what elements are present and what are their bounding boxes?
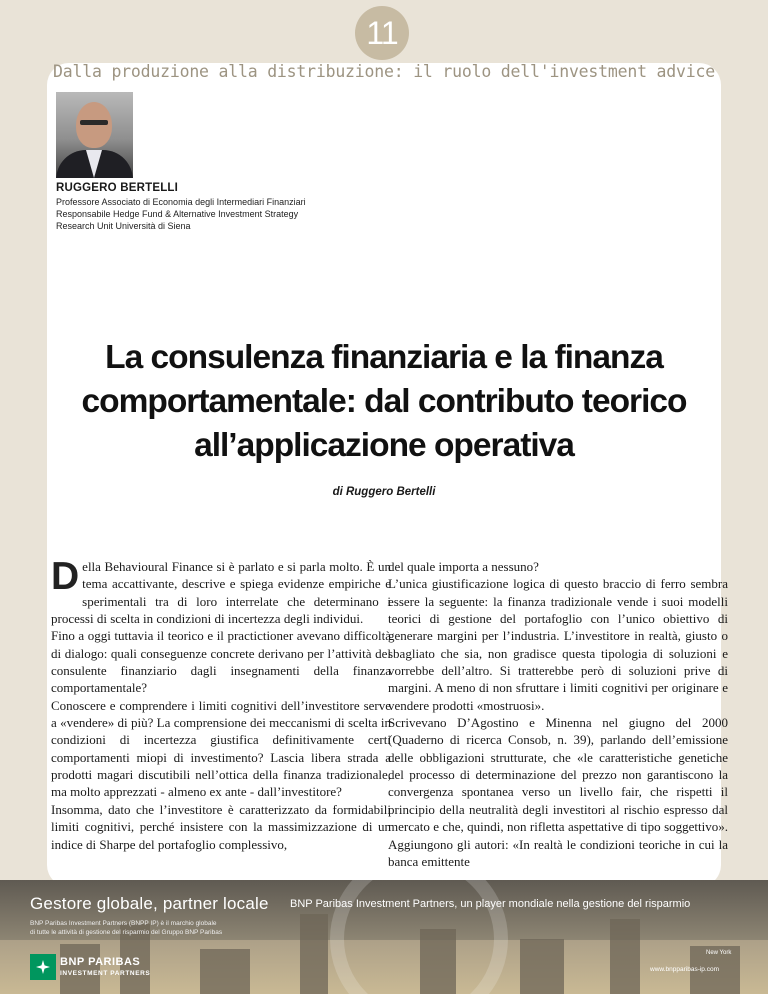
article-byline: di Ruggero Bertelli (332, 486, 436, 498)
author-photo (56, 92, 133, 178)
banner-note-1: BNP Paribas Investment Partners (BNPP IP) è il marchio globale (30, 920, 217, 927)
author-affiliation-1: Professore Associato di Economia degli Intermediari Finanziari (56, 197, 306, 207)
banner-slogan: Gestore globale, partner locale (30, 894, 269, 913)
author-affiliation-2: Responsabile Hedge Fund & Alternative Investment Strategy (56, 209, 299, 219)
banner-url-link[interactable]: www.bnpparibas-ip.com (650, 966, 720, 973)
author-affiliation-3: Research Unit Università di Siena (56, 221, 191, 231)
advertisement-banner[interactable] (0, 880, 768, 994)
paragraph: Insomma, dato che l’investitore è caratterizzato da formidabili limiti cognitivi, perché insistere con la massimizzazione di un indice di Sharpe del portafoglio complessivo, (51, 801, 391, 852)
right-column (388, 558, 728, 870)
city-caption: New York (706, 950, 732, 956)
author-name: RUGGERO BERTELLI (56, 182, 179, 194)
article-title: La consulenza finanziaria e la finanza comportamentale: dal contributo teorico all’applicazione operativa (81, 339, 687, 464)
paragraph: Fino a oggi tuttavia il teorico e il practictioner avevano difficoltà di dialogo: quali conseguenze concrete derivano per l’attività del consulente finanziario dagli insegnamenti della finanza comportamentale? (51, 628, 391, 696)
section-header: Dalla produzione alla distribuzione: il ruolo dell'investment advice (53, 62, 715, 81)
drop-cap: D (51, 555, 80, 598)
paragraph: del quale importa a nessuno? (388, 559, 539, 574)
paragraph: Scrivevano D’Agostino e Minenna nel giugno del 2000 (Quaderno di ricerca Consob, n. 39), parlando dell’emissione delle obbligazioni strutturate, che «le caratteristiche genetiche del processo di determinazione del prezzo non garantiscono la convergenza spontanea verso un livello fair, che rispetti il principio della neutralità degli investitori al rischio espresso dal mercato e che, quindi, non rifletta aspettative di tipo soggettivo». Aggiungono gli autori: «In realtà le condizioni teoriche in cui la banca emittente (388, 715, 728, 869)
banner-note-2: di tutte le attività di gestione del risparmio del Gruppo BNP Paribas (30, 929, 223, 936)
logo-subtext: INVESTMENT PARTNERS (60, 970, 151, 977)
paragraph: L’unica giustificazione logica di questo braccio di ferro sembra essere la seguente: la finanza tradizionale vende i suoi modelli teorici di gestione del portafoglio con l’unico obiettivo di generare margini per l’industria. L’investitore in realtà, giusto o sbagliato che sia, non gradisce questa tipologia di soluzioni e vorrebbe dell’altro. Si tratterebbe però di soluzioni prive di margini. A meno di non sfruttare i limiti cognitivi per originare e vendere prodotti «mostruosi». (388, 576, 728, 713)
bnp-logo-icon (30, 954, 56, 980)
page-number-badge: 11 (355, 6, 409, 60)
banner-tagline: BNP Paribas Investment Partners, un player mondiale nella gestione del risparmio (290, 898, 691, 910)
paragraph: Conoscere e comprendere i limiti cognitivi dell’investitore serve a «vendere» di più? La comprensione dei meccanismi di scelta in condizioni di incertezza giustifica definitivamente certi comportamenti miopi di investimento? Lascia libera strada a prodotti magari discutibili nell’ottica della finanza tradizionale, ma molto apprezzati - almeno ex ante - dall’investitore? (51, 697, 391, 800)
paragraph: Della Behavioural Finance si è parlato e si parla molto. È un tema accattivante, descrive e spiega evidenze empiriche e sperimentali tra di loro interrelate che determinano i processi di scelta in condizioni di incertezza degli individui. (51, 555, 391, 627)
logo-text: BNP PARIBAS (60, 956, 141, 968)
left-column (51, 555, 391, 853)
